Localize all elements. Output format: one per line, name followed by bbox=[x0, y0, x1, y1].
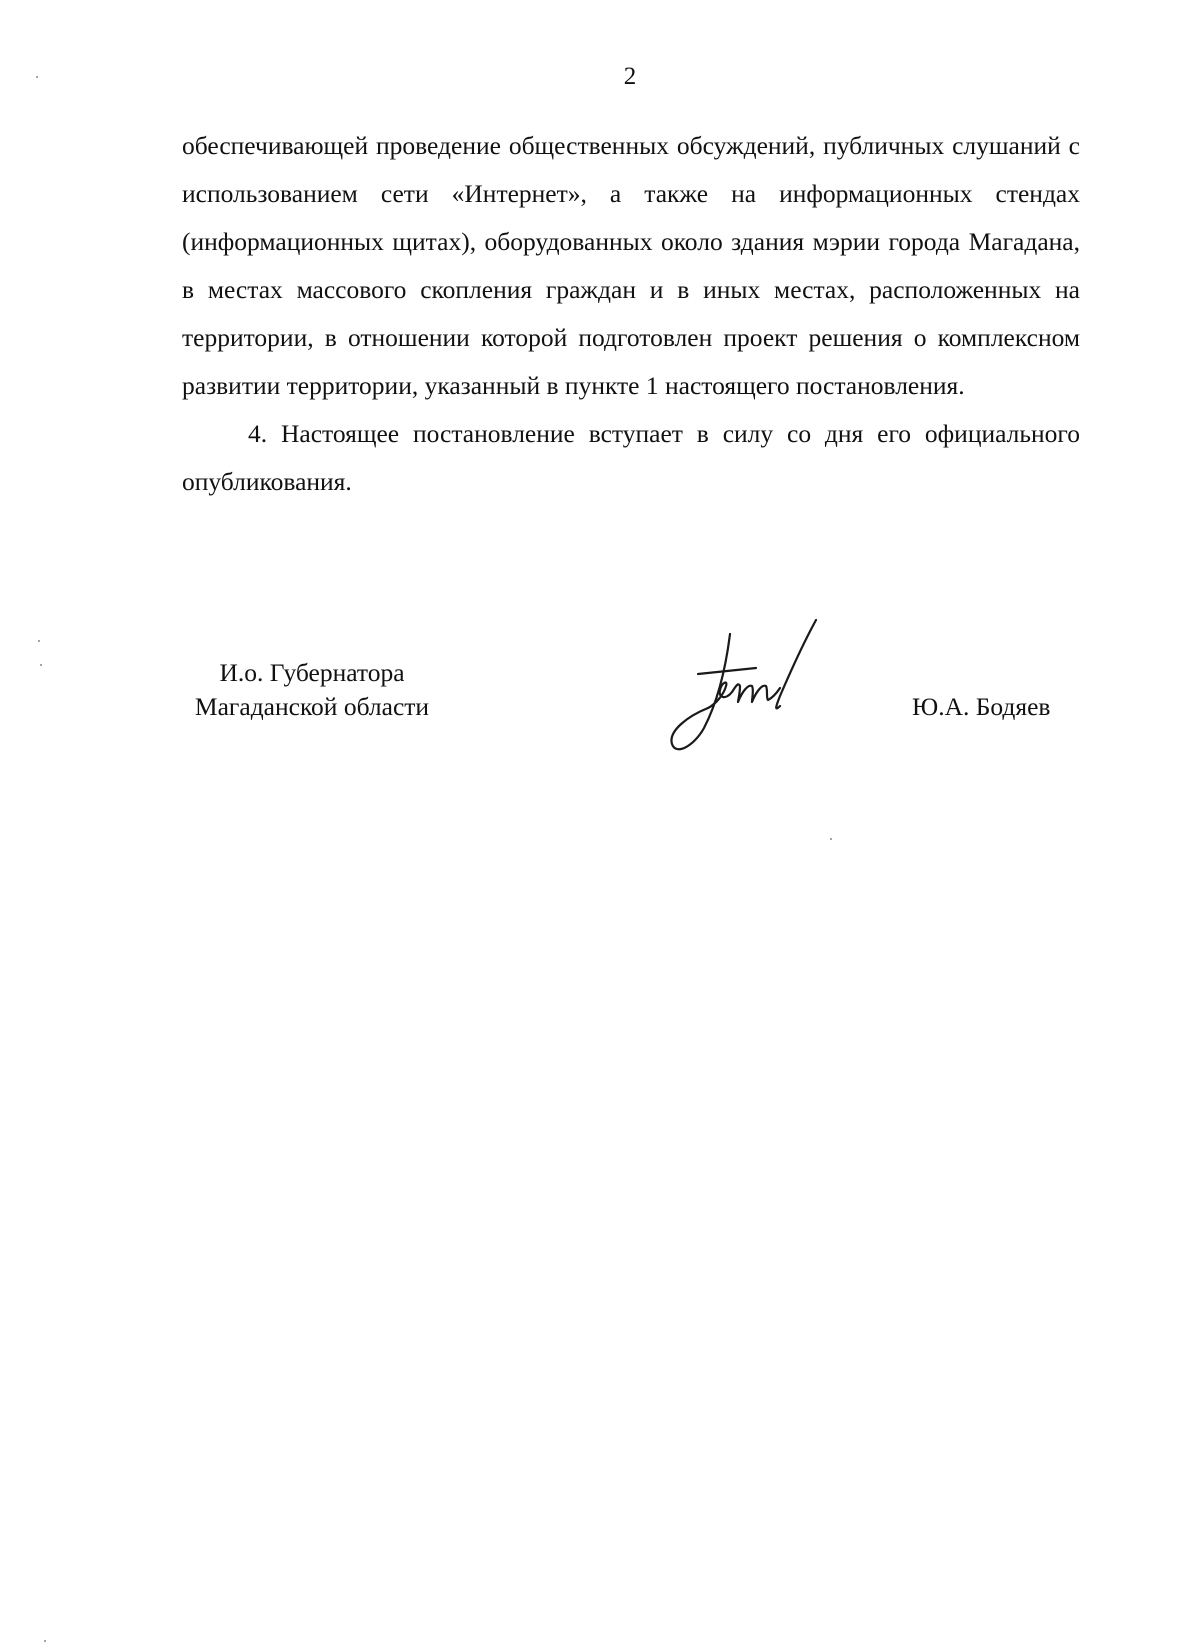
signatory-title bbox=[182, 656, 442, 724]
scan-speck bbox=[40, 664, 42, 666]
scan-speck bbox=[830, 838, 832, 840]
document-body bbox=[182, 122, 1080, 506]
scan-speck bbox=[44, 1640, 46, 1642]
signatory-title-line-1: И.о. Губернатора bbox=[219, 658, 405, 687]
signatory-name: Ю.А. Бодяев bbox=[912, 692, 1051, 721]
paragraph-item-4: 4. Настоящее постановление вступает в силу со дня его официального опубликования. bbox=[182, 419, 1080, 496]
handwritten-signature bbox=[668, 616, 838, 766]
scan-speck bbox=[38, 640, 40, 642]
page-number: 2 bbox=[623, 63, 637, 90]
scan-speck bbox=[36, 76, 38, 78]
signatory-title-line-2: Магаданской области bbox=[194, 692, 430, 721]
signature-block bbox=[0, 656, 1200, 776]
paragraph-continuation: обеспечивающей проведение общественных обсуждений, публичных слушаний с использованием сети «Интернет», а также на информационных стендах (информационных щитах), оборудованных около здания мэрии города Магадана, в местах массового скопления граждан и в иных местах, расположенных на территории, в отношении которой подготовлен проект решения о комплексном развитии территории, указанный в пункте 1 настоящего постановления. bbox=[182, 131, 1080, 400]
